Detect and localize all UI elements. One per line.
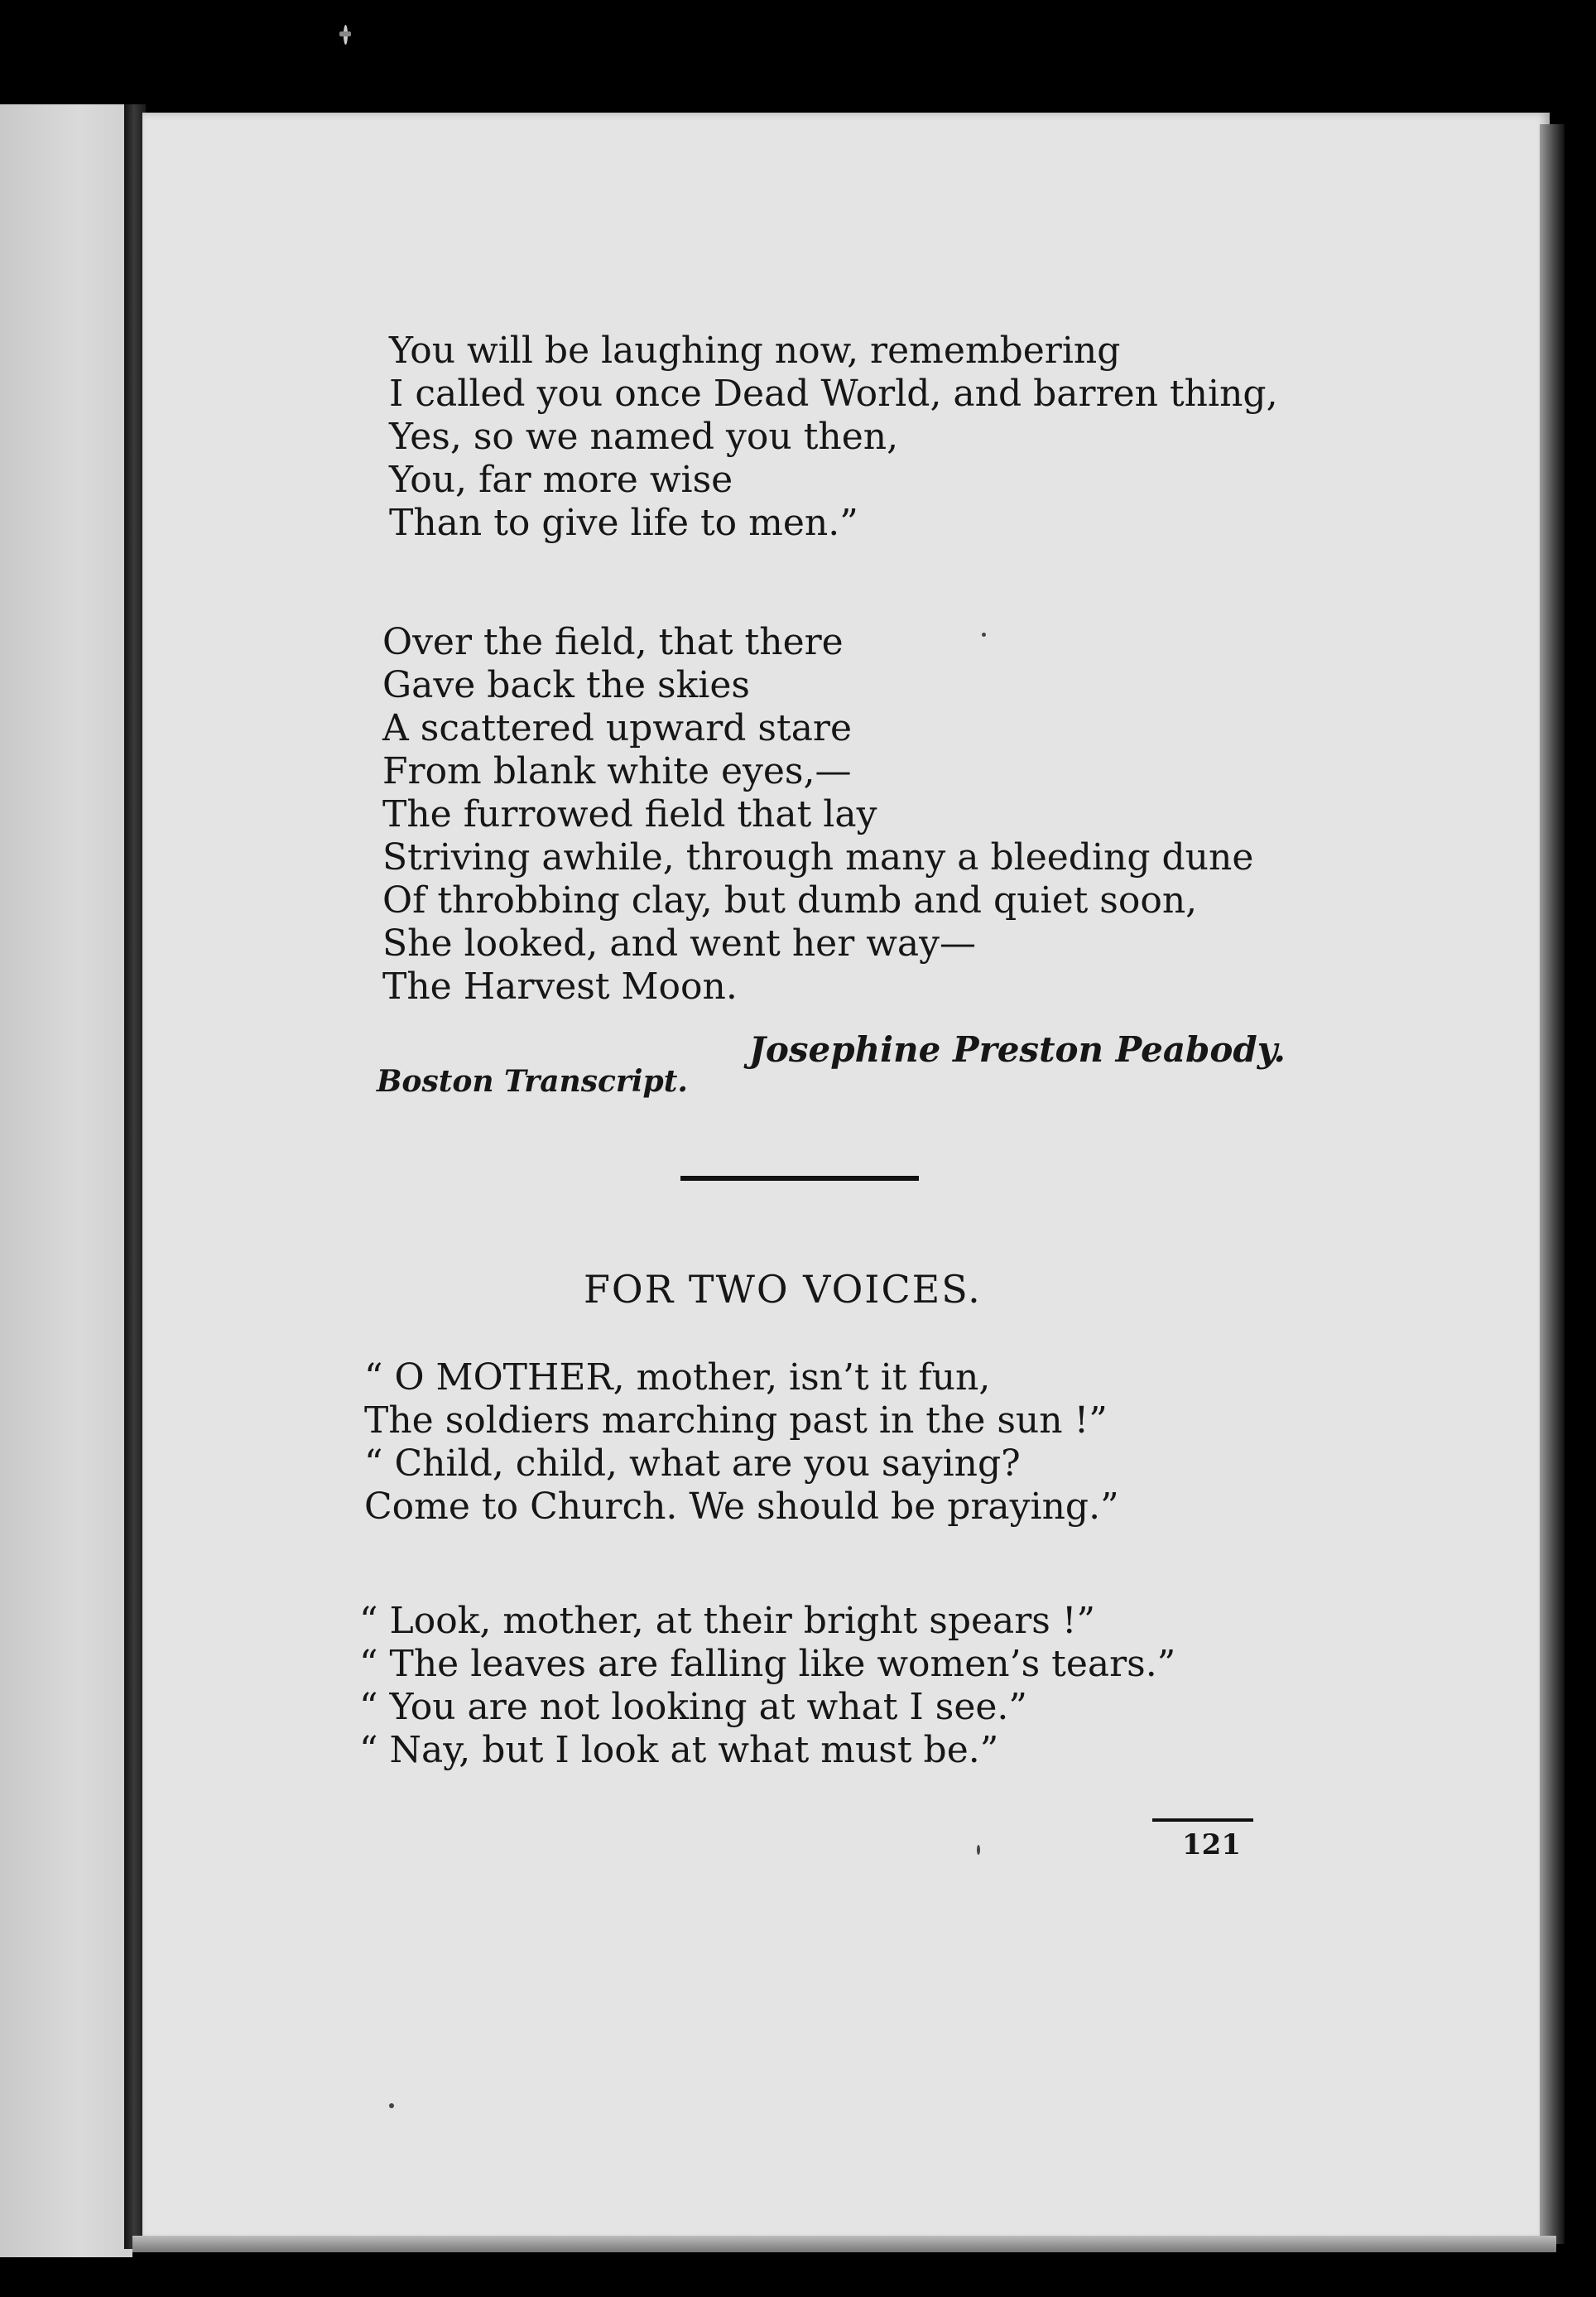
poem-line: I called you once Dead World, and barren thing, — [389, 373, 1278, 415]
second-poem-stanza-2 — [359, 1600, 1175, 1772]
poem-line: “ The leaves are falling like women’s tears.” — [359, 1643, 1176, 1685]
poem-line: The soldiers marching past in the sun !” — [364, 1399, 1108, 1442]
page-number: 121 — [1182, 1828, 1241, 1861]
poem-line: Yes, so we named you then, — [389, 416, 899, 458]
poem-line: Over the field, that there — [382, 621, 844, 663]
poem-line: Than to give life to men.” — [389, 502, 858, 544]
poem-line: “ O MOTHER, mother, isn’t it fun, — [364, 1356, 991, 1399]
page-number-rule — [1152, 1818, 1253, 1822]
poem-source: Boston Transcript. — [377, 1064, 688, 1099]
section-divider — [680, 1176, 919, 1181]
poem-line: “ Child, child, what are you saying? — [364, 1442, 1021, 1485]
scan-speck — [389, 2103, 394, 2108]
scan-speck — [339, 31, 351, 36]
poem-line: From blank white eyes,— — [382, 750, 852, 792]
left-page-edge — [0, 104, 132, 2257]
poem-stanza-2 — [382, 621, 1253, 1009]
poem-line: You, far more wise — [389, 459, 733, 501]
poem-line: A scattered upward stare — [382, 707, 852, 749]
scan-speck — [977, 1845, 980, 1855]
poem-line: Gave back the skies — [382, 664, 750, 706]
poem-title: FOR TWO VOICES. — [584, 1267, 982, 1312]
poem-line: Striving awhile, through many a bleeding dune — [382, 836, 1254, 879]
page-bottom-edge — [132, 2236, 1556, 2252]
poem-line: Come to Church. We should be praying.” — [364, 1486, 1119, 1528]
page-right-edge — [1540, 124, 1565, 2244]
poem-author: Josephine Preston Peabody. — [749, 1029, 1286, 1070]
poem-line: Of throbbing clay, but dumb and quiet soon, — [382, 879, 1198, 922]
poem-line: “ Look, mother, at their bright spears !” — [359, 1600, 1096, 1642]
poem-line: You will be laughing now, remembering — [389, 330, 1121, 372]
poem-line: The Harvest Moon. — [382, 966, 738, 1008]
poem-line: “ You are not looking at what I see.” — [359, 1686, 1027, 1728]
poem-line: “ Nay, but I look at what must be.” — [359, 1729, 999, 1771]
scan-speck — [982, 633, 986, 637]
second-poem-stanza-1 — [364, 1356, 1119, 1529]
poem-line: She looked, and went her way— — [382, 922, 976, 965]
poem-line: The furrowed field that lay — [382, 793, 877, 835]
poem-stanza-1 — [389, 330, 1278, 545]
